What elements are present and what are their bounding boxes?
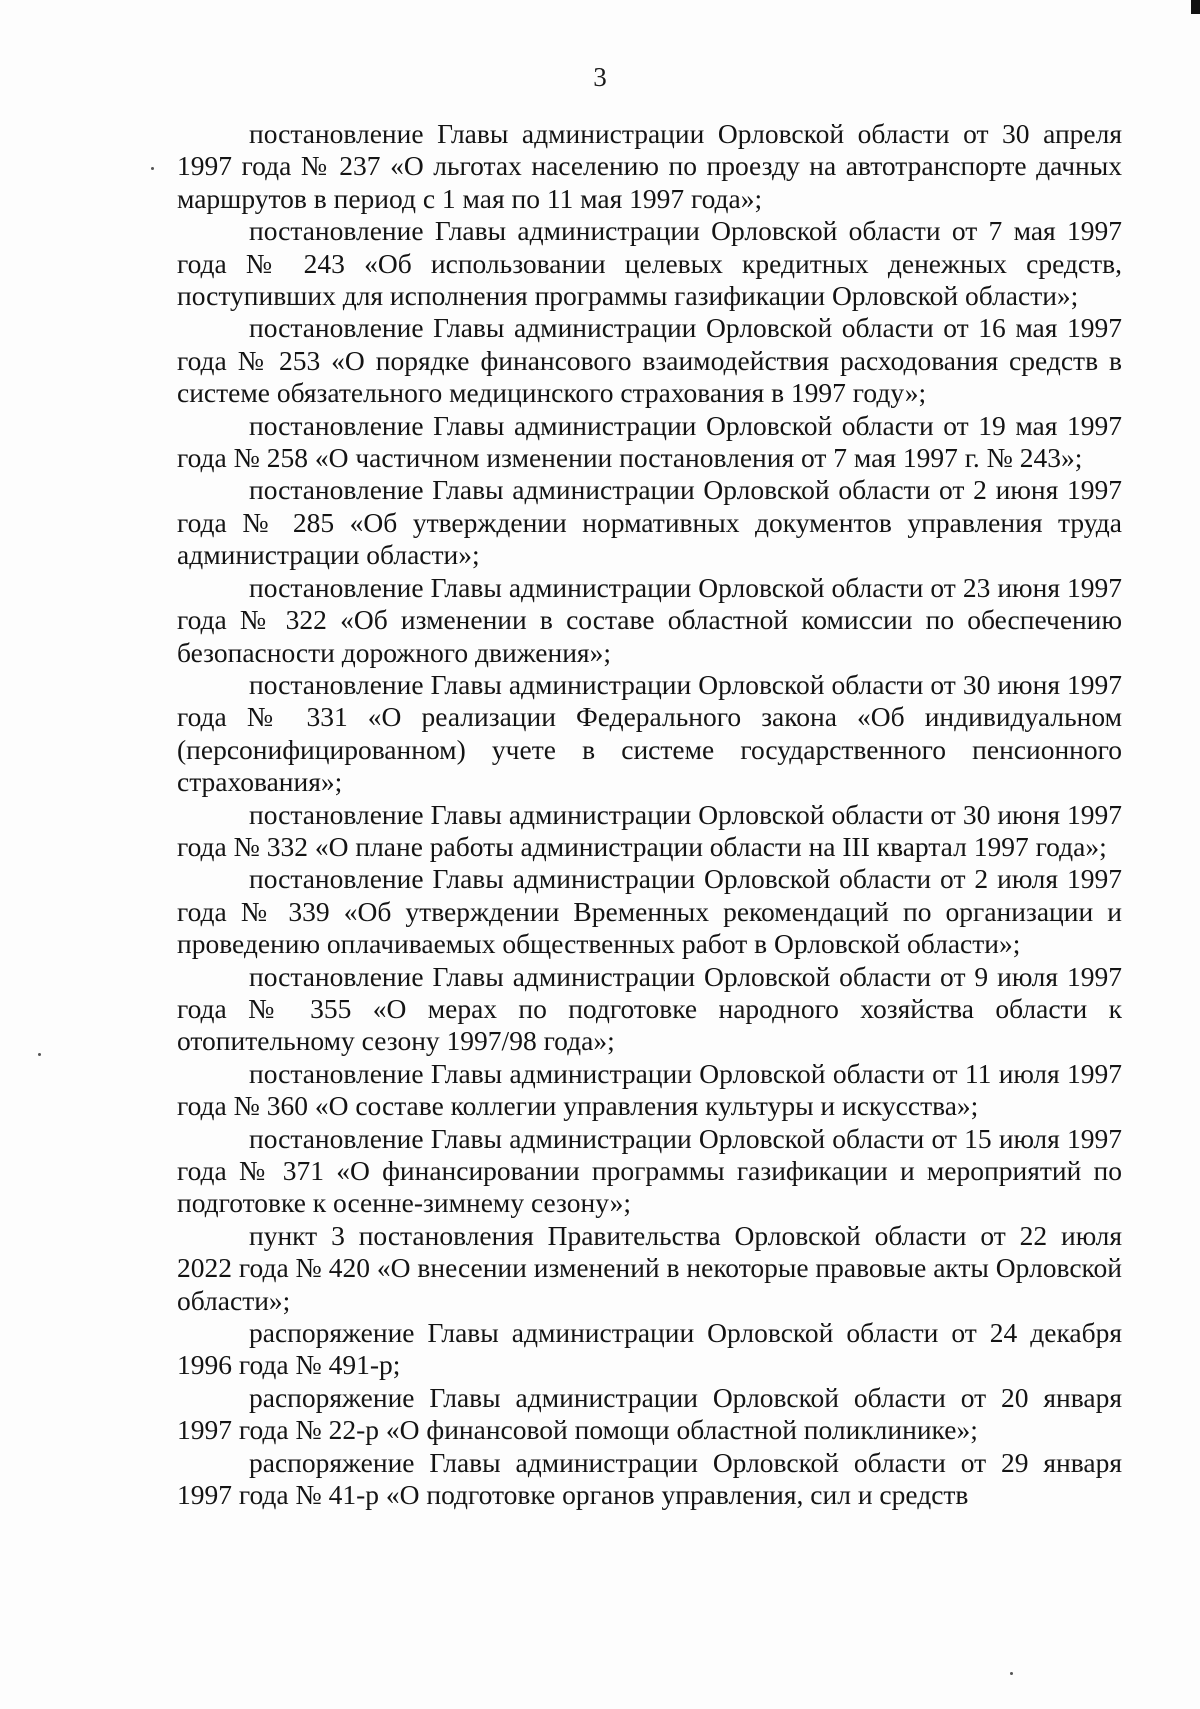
list-item: постановление Главы администрации Орловской области от 9 июля 1997 года № 355 «О мерах по подготовке народного хозяйства области к отопительному сезону 1997/98 года»; bbox=[177, 960, 1122, 1057]
scan-corner-mark bbox=[1191, 0, 1200, 14]
list-item: распоряжение Главы администрации Орловской области от 29 января 1997 года № 41-р «О подготовке органов управления, сил и средств bbox=[177, 1446, 1122, 1511]
list-item: постановление Главы администрации Орловской области от 15 июля 1997 года № 371 «О финансировании программы газификации и мероприятий по подготовке к осенне-зимнему сезону»; bbox=[177, 1122, 1122, 1219]
scan-speck bbox=[1010, 1672, 1013, 1675]
list-item: постановление Главы администрации Орловской области от 30 апреля 1997 года № 237 «О льготах населению по проезду на автотранспорте дачных маршрутов в период с 1 мая по 11 мая 1997 года»; bbox=[177, 118, 1122, 214]
list-item: постановление Главы администрации Орловской области от 23 июня 1997 года № 322 «Об изменении в составе областной комиссии по обеспечению безопасности дорожного движения»; bbox=[177, 571, 1122, 668]
list-item: постановление Главы администрации Орловской области от 30 июня 1997 года № 332 «О плане работы администрации области на III квартал 1997 года»; bbox=[177, 798, 1122, 862]
list-item: распоряжение Главы администрации Орловской области от 24 декабря 1996 года № 491-р; bbox=[177, 1317, 1122, 1381]
list-item: постановление Главы администрации Орловской области от 16 мая 1997 года № 253 «О порядке финансового взаимодействия расходования средств в системе обязательного медицинского страхования в 1997 году»; bbox=[177, 312, 1122, 409]
list-item: постановление Главы администрации Орловской области от 30 июня 1997 года № 331 «О реализации Федерального закона «Об индивидуальном (персонифицированном) учете в системе государственного пенсионного страхования»; bbox=[177, 668, 1122, 798]
list-item: постановление Главы администрации Орловской области от 7 мая 1997 года № 243 «Об использовании целевых кредитных денежных средств, поступивших для исполнения программы газификации Орловской области»; bbox=[177, 215, 1122, 312]
page-number: 3 bbox=[593, 62, 607, 92]
list-item: постановление Главы администрации Орловской области от 2 июля 1997 года № 339 «Об утверждении Временных рекомендаций по организации и проведению оплачиваемых общественных работ в Орловской области»; bbox=[177, 863, 1122, 960]
list-item: постановление Главы администрации Орловской области от 2 июня 1997 года № 285 «Об утверждении нормативных документов управления труда администрации области»; bbox=[177, 474, 1122, 571]
scan-speck bbox=[151, 167, 154, 170]
list-item: распоряжение Главы администрации Орловской области от 20 января 1997 года № 22-р «О финансовой помощи областной поликлинике»; bbox=[177, 1381, 1122, 1446]
list-item: постановление Главы администрации Орловской области от 11 июля 1997 года № 360 «О составе коллегии управления культуры и искусства»; bbox=[177, 1057, 1122, 1122]
document-body bbox=[177, 118, 1122, 1511]
scan-speck bbox=[38, 1053, 41, 1056]
list-item: постановление Главы администрации Орловской области от 19 мая 1997 года № 258 «О частичном изменении постановления от 7 мая 1997 г. № 243»; bbox=[177, 409, 1122, 474]
list-item: пункт 3 постановления Правительства Орловской области от 22 июля 2022 года № 420 «О внесении изменений в некоторые правовые акты Орловской области»; bbox=[177, 1219, 1122, 1316]
